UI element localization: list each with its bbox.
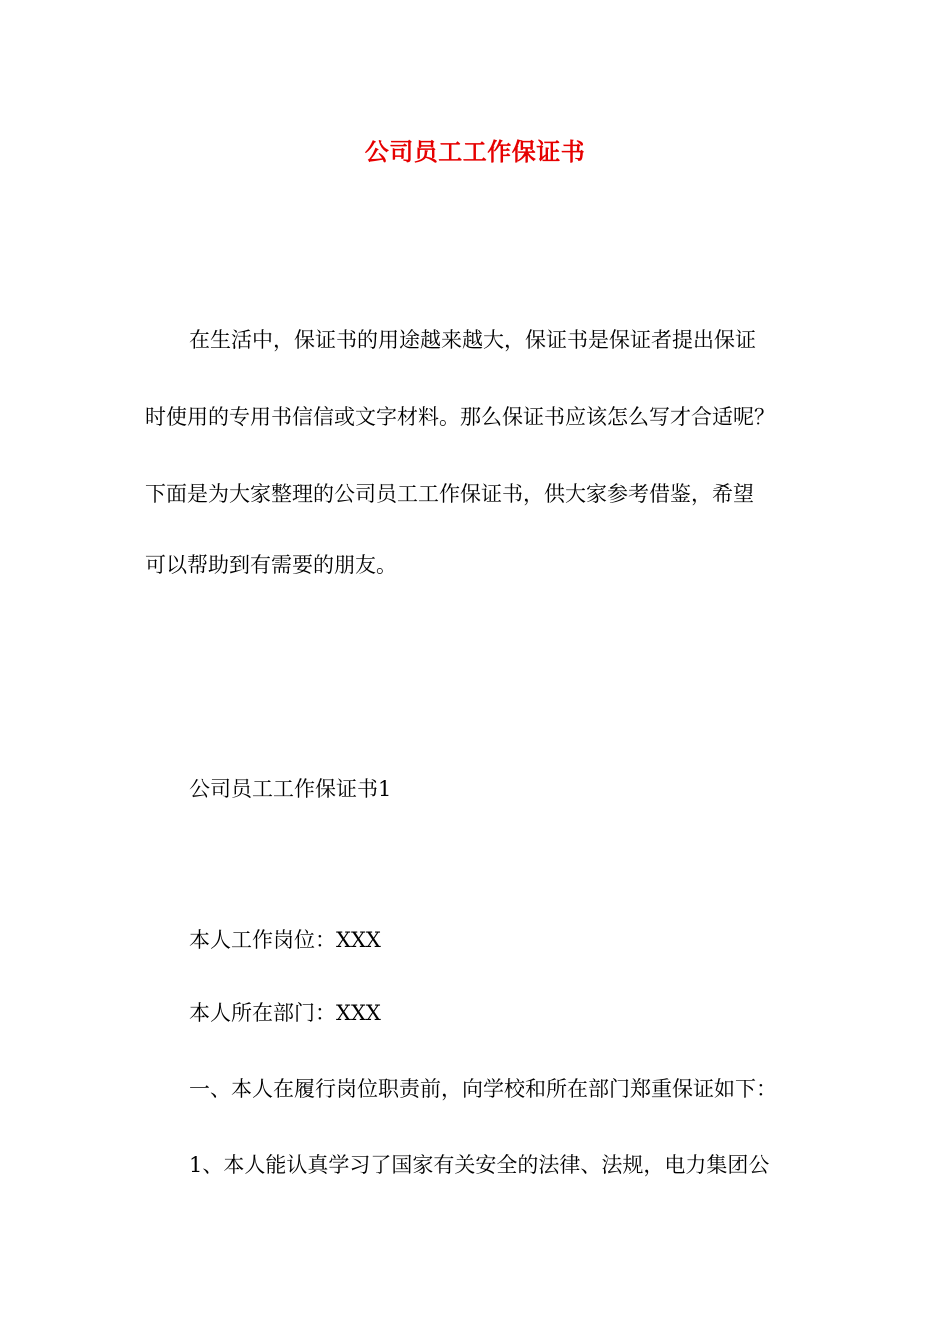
department-line: 本人所在部门：XXX [189, 1001, 381, 1025]
section-heading: 公司员工工作保证书1 [189, 777, 392, 801]
clause-one: 一、本人在履行岗位职责前，向学校和所在部门郑重保证如下： [189, 1077, 777, 1101]
intro-line-2: 时使用的专用书信信或文字材料。那么保证书应该怎么写才合适呢？ [145, 405, 775, 429]
intro-line-3: 下面是为大家整理的公司员工工作保证书，供大家参考借鉴，希望 [145, 482, 754, 506]
intro-line-1: 在生活中，保证书的用途越来越大，保证书是保证者提出保证 [189, 328, 756, 352]
position-line: 本人工作岗位：XXX [189, 928, 381, 952]
intro-line-4: 可以帮助到有需要的朋友。 [145, 553, 397, 577]
document-title: 公司员工工作保证书 [364, 137, 586, 166]
item-one: 1、本人能认真学习了国家有关安全的法律、法规，电力集团公 [189, 1153, 770, 1177]
